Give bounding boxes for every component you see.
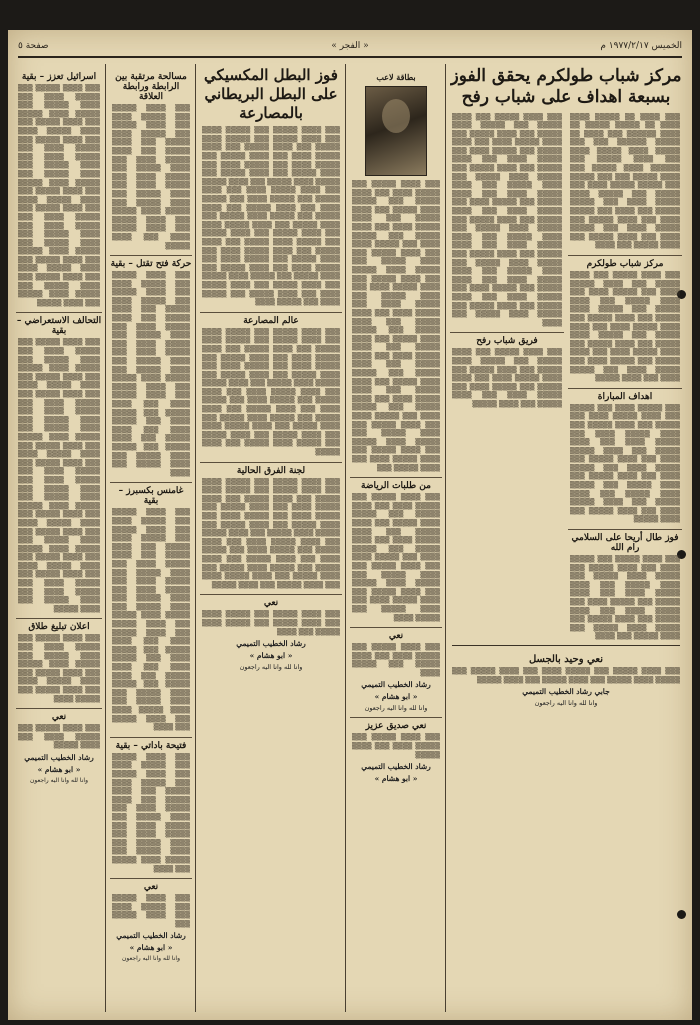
- page-number: صفحة ٥: [18, 41, 49, 51]
- issue-date: الخميس ١٩٧٧/٢/١٧ م: [600, 41, 682, 51]
- subhead-match-goals: اهداف المباراة: [568, 388, 682, 402]
- subhead-tulkarem-center: مركز شباب طولكرم: [568, 255, 682, 269]
- player-card-kicker: بطاقة لاعب: [376, 72, 416, 82]
- obituary-signature: رشاد الخطيب التميمي: [236, 639, 306, 649]
- obituary-closing: وانا لله وانا اليه راجعون: [239, 663, 303, 672]
- obituary-signature-alias: « ابو هشام »: [374, 774, 418, 784]
- body-text: ▒▒▒ ▒▒▒▒ ▒▒▒▒▒ ▒▒▒ ▒▒▒▒▒ ▒▒▒▒ ▒▒▒ ▒▒▒▒ ▒▒▒▒▒ ▒▒▒ ▒▒▒▒▒ ▒▒▒▒ ▒▒▒▒▒ ▒▒▒ ▒▒▒▒ ▒▒▒▒▒ ▒▒▒ ▒▒▒▒ ▒▒▒▒▒ ▒▒▒▒ ▒▒▒ ▒▒▒▒ ▒▒▒▒▒ ▒▒▒ ▒▒▒▒▒ ▒▒▒▒ ▒▒▒ ▒▒▒▒▒ ▒▒▒▒ ▒▒▒ ▒▒▒▒ ▒▒▒▒▒ ▒▒▒ ▒▒▒▒ ▒▒▒▒▒ ▒▒▒ ▒▒▒▒▒ ▒▒▒▒ ▒▒▒▒▒ ▒▒▒ ▒▒▒▒ ▒▒▒▒▒ ▒▒▒ ▒▒▒▒: [570, 555, 680, 641]
- body-text: ▒▒▒ ▒▒▒▒ ▒▒▒▒▒ ▒▒▒ ▒▒▒▒▒ ▒▒▒▒ ▒▒▒ ▒▒▒▒ ▒▒▒▒▒ ▒▒▒ ▒▒▒▒▒ ▒▒▒▒ ▒▒▒▒▒ ▒▒▒ ▒▒▒▒ ▒▒▒▒▒ ▒▒▒ ▒▒▒▒ ▒▒▒▒▒: [452, 666, 680, 684]
- obituary-title: نعي وحيد بالجسل: [528, 653, 603, 665]
- subhead-alliance: التحالف الاستعراضي – بقية: [16, 312, 102, 336]
- body-text: ▒▒▒ ▒▒▒▒ ▒▒▒▒▒ ▒▒▒ ▒▒▒▒▒ ▒▒▒▒ ▒▒▒ ▒▒▒▒ ▒▒▒▒▒ ▒▒▒ ▒▒▒▒▒ ▒▒▒▒ ▒▒▒▒▒ ▒▒▒ ▒▒▒▒ ▒▒▒▒▒ ▒▒▒ ▒▒▒▒ ▒▒▒▒▒ ▒▒▒▒ ▒▒▒ ▒▒▒▒ ▒▒▒▒▒ ▒▒▒ ▒▒▒▒▒ ▒▒▒▒ ▒▒▒ ▒▒▒▒▒ ▒▒▒▒ ▒▒▒ ▒▒▒▒ ▒▒▒▒▒ ▒▒▒ ▒▒▒▒ ▒▒▒▒▒ ▒▒▒ ▒▒▒▒▒ ▒▒▒▒ ▒▒▒▒▒ ▒▒▒ ▒▒▒▒ ▒▒▒▒▒ ▒▒▒ ▒▒▒▒ ▒▒▒▒▒ ▒▒▒▒ ▒▒▒ ▒▒▒▒ ▒▒▒▒▒ ▒▒▒ ▒▒▒▒▒ ▒▒▒▒ ▒▒▒ ▒▒▒▒▒ ▒▒▒▒ ▒▒▒ ▒▒▒▒ ▒▒▒▒▒ ▒▒▒ ▒▒▒▒ ▒▒▒▒▒ ▒▒▒ ▒▒▒▒▒ ▒▒▒▒ ▒▒▒▒▒ ▒▒▒ ▒▒▒▒ ▒▒▒▒▒ ▒▒▒ ▒▒▒▒ ▒▒▒▒▒ ▒▒▒▒ ▒▒▒ ▒▒▒▒ ▒▒▒▒▒ ▒▒▒ ▒▒▒▒ ▒▒▒▒▒ ▒▒▒ ▒▒▒▒▒ ▒▒▒▒ ▒▒▒▒▒ ▒▒▒ ▒▒▒▒ ▒▒▒▒▒: [202, 327, 340, 457]
- obituary-title: نعي: [110, 878, 192, 892]
- body-text: ▒▒▒ ▒▒▒▒ ▒▒ ▒▒▒▒▒ ▒▒▒▒ ▒▒▒▒ ▒▒ ▒▒▒▒▒ ▒▒▒▒▒ ▒▒ ▒▒▒▒ ▒▒▒▒▒▒ ▒▒▒ ▒▒▒▒ ▒▒ ▒▒▒▒▒ ▒▒▒▒▒▒ ▒▒▒ ▒▒▒ ▒▒▒▒▒ ▒▒▒▒ ▒▒▒▒▒ ▒▒▒▒ ▒▒▒ ▒▒▒▒ ▒▒▒▒▒ ▒▒▒ ▒▒▒▒▒▒ ▒▒▒▒ ▒▒▒▒▒ ▒▒▒ ▒▒▒▒ ▒▒▒▒▒ ▒▒▒ ▒▒▒ ▒▒▒▒▒ ▒▒▒ ▒▒▒▒▒ ▒▒▒▒▒ ▒▒▒▒ ▒▒▒ ▒▒▒▒▒ ▒▒▒ ▒▒▒▒▒ ▒▒▒▒ ▒▒▒▒▒ ▒▒▒▒ ▒▒▒ ▒▒▒▒▒ ▒▒▒▒▒ ▒▒▒ ▒▒▒▒ ▒▒▒ ▒▒▒▒▒ ▒▒▒▒ ▒▒▒ ▒▒▒▒ ▒▒▒▒▒ ▒▒▒ ▒▒▒▒▒ ▒▒▒▒ ▒▒▒ ▒▒▒▒▒ ▒▒▒▒ ▒▒▒ ▒▒▒▒ ▒▒▒▒▒ ▒▒▒ ▒▒▒▒ ▒▒▒▒▒ ▒▒▒ ▒▒▒▒: [570, 112, 680, 250]
- subhead-wrestling-world: عالم المصارعة: [200, 312, 342, 326]
- obituary-closing: وانا لله وانا اليه راجعون: [30, 776, 88, 784]
- body-text: ▒▒▒ ▒▒▒▒ ▒▒▒▒▒ ▒▒▒ ▒▒▒▒▒ ▒▒▒▒ ▒▒▒ ▒▒▒▒ ▒▒▒▒▒ ▒▒▒ ▒▒▒▒▒ ▒▒▒▒ ▒▒▒▒▒ ▒▒▒ ▒▒▒▒ ▒▒▒▒▒ ▒▒▒ ▒▒▒▒ ▒▒▒▒▒ ▒▒▒▒ ▒▒▒ ▒▒▒▒ ▒▒▒▒▒ ▒▒▒ ▒▒▒▒▒ ▒▒▒▒ ▒▒▒ ▒▒▒▒▒ ▒▒▒▒ ▒▒▒ ▒▒▒▒ ▒▒▒▒▒ ▒▒▒ ▒▒▒▒ ▒▒▒▒▒ ▒▒▒ ▒▒▒▒▒ ▒▒▒▒ ▒▒▒▒▒ ▒▒▒ ▒▒▒▒ ▒▒▒▒▒ ▒▒▒ ▒▒▒▒ ▒▒▒▒▒ ▒▒▒▒ ▒▒▒ ▒▒▒▒ ▒▒▒▒▒ ▒▒▒ ▒▒▒▒▒ ▒▒▒▒: [352, 493, 440, 622]
- body-text: ▒▒▒ ▒▒▒▒ ▒▒▒▒▒ ▒▒▒ ▒▒▒▒▒ ▒▒▒▒ ▒▒▒ ▒▒▒▒ ▒▒▒▒▒ ▒▒▒ ▒▒▒▒▒ ▒▒▒▒ ▒▒▒▒▒ ▒▒▒ ▒▒▒▒ ▒▒▒▒▒ ▒▒▒ ▒▒▒▒ ▒▒▒▒▒ ▒▒▒▒ ▒▒▒ ▒▒▒▒ ▒▒▒▒▒ ▒▒▒ ▒▒▒▒▒ ▒▒▒▒ ▒▒▒ ▒▒▒▒▒ ▒▒▒▒ ▒▒▒ ▒▒▒▒ ▒▒▒▒▒ ▒▒▒ ▒▒▒▒ ▒▒▒▒▒ ▒▒▒ ▒▒▒▒▒ ▒▒▒▒ ▒▒▒▒▒ ▒▒▒ ▒▒▒▒ ▒▒▒▒▒ ▒▒▒ ▒▒▒▒ ▒▒▒▒▒ ▒▒▒▒ ▒▒▒ ▒▒▒▒ ▒▒▒▒▒ ▒▒▒ ▒▒▒▒▒ ▒▒▒▒ ▒▒▒ ▒▒▒▒▒ ▒▒▒▒ ▒▒▒ ▒▒▒▒ ▒▒▒▒▒ ▒▒▒ ▒▒▒▒ ▒▒▒▒▒ ▒▒▒ ▒▒▒▒▒ ▒▒▒▒ ▒▒▒▒▒ ▒▒▒ ▒▒▒▒ ▒▒▒▒▒ ▒▒▒ ▒▒▒▒ ▒▒▒▒▒ ▒▒▒▒ ▒▒▒ ▒▒▒▒ ▒▒▒▒▒ ▒▒▒ ▒▒▒▒ ▒▒▒▒▒ ▒▒▒ ▒▒▒▒▒ ▒▒▒▒ ▒▒▒▒▒ ▒▒▒ ▒▒▒▒ ▒▒▒▒▒ ▒▒▒ ▒▒▒▒ ▒▒▒▒▒ ▒▒▒▒ ▒▒▒ ▒▒▒▒ ▒▒▒▒▒ ▒▒▒ ▒▒▒▒▒ ▒▒▒▒ ▒▒▒ ▒▒▒▒▒ ▒▒▒▒ ▒▒▒ ▒▒▒▒ ▒▒▒▒▒ ▒▒▒ ▒▒▒▒ ▒▒▒▒▒ ▒▒▒ ▒▒▒▒▒ ▒▒▒▒ ▒▒▒▒▒ ▒▒▒ ▒▒▒▒ ▒▒▒▒▒ ▒▒▒ ▒▒▒▒ ▒▒▒▒▒ ▒▒▒▒ ▒▒▒ ▒▒▒▒ ▒▒▒▒▒ ▒▒▒: [352, 180, 440, 472]
- obituary-signature-alias: « ابو هشام »: [249, 651, 293, 661]
- body-text: ▒▒▒ ▒▒▒▒ ▒▒▒▒▒ ▒▒▒ ▒▒▒▒▒ ▒▒▒▒ ▒▒▒ ▒▒▒▒ ▒▒▒▒▒ ▒▒▒ ▒▒▒▒▒ ▒▒▒▒ ▒▒▒▒▒ ▒▒▒ ▒▒▒▒ ▒▒▒▒▒ ▒▒▒ ▒▒▒▒ ▒▒▒▒▒ ▒▒▒▒ ▒▒▒ ▒▒▒▒ ▒▒▒▒▒ ▒▒▒ ▒▒▒▒▒ ▒▒▒▒: [18, 634, 100, 703]
- headline-tulkarem: مركز شباب طولكرم يحقق الفوز بسبعة اهداف على شباب رفح: [450, 66, 682, 108]
- column-israel: [16, 64, 102, 1012]
- body-text: ▒▒▒ ▒▒▒▒ ▒▒▒▒▒ ▒▒▒ ▒▒▒▒▒ ▒▒▒▒ ▒▒▒ ▒▒▒▒ ▒▒▒▒▒ ▒▒▒ ▒▒▒▒▒ ▒▒▒▒ ▒▒▒▒▒ ▒▒▒ ▒▒▒▒: [202, 610, 340, 636]
- newspaper-page: [8, 30, 692, 1020]
- body-text: ▒▒▒ ▒▒▒▒ ▒▒▒▒▒ ▒▒▒ ▒▒▒▒▒ ▒▒▒▒ ▒▒▒ ▒▒▒▒ ▒▒▒▒▒: [352, 733, 440, 759]
- player-photo: [365, 86, 427, 176]
- body-text: ▒▒▒ ▒▒▒▒ ▒▒▒▒▒ ▒▒▒ ▒▒▒▒▒ ▒▒▒▒ ▒▒▒ ▒▒▒▒ ▒▒▒▒▒ ▒▒▒ ▒▒▒▒▒ ▒▒▒▒ ▒▒▒▒▒ ▒▒▒ ▒▒▒▒ ▒▒▒▒▒ ▒▒▒ ▒▒▒▒ ▒▒▒▒▒ ▒▒▒▒ ▒▒▒ ▒▒▒▒ ▒▒▒▒▒ ▒▒▒ ▒▒▒▒▒ ▒▒▒▒ ▒▒▒ ▒▒▒▒▒ ▒▒▒▒ ▒▒▒ ▒▒▒▒ ▒▒▒▒▒ ▒▒▒ ▒▒▒▒ ▒▒▒▒▒ ▒▒▒ ▒▒▒▒▒ ▒▒▒▒ ▒▒▒▒▒ ▒▒▒ ▒▒▒▒: [112, 752, 190, 873]
- obituary-signature-alias: « ابو هشام »: [374, 692, 418, 702]
- page-header: [18, 38, 682, 58]
- obituary-signature-alias: « ابو هشام »: [129, 943, 173, 953]
- body-text: ▒▒▒ ▒▒▒▒ ▒▒▒▒▒ ▒▒▒ ▒▒▒▒▒ ▒▒▒▒ ▒▒▒ ▒▒▒▒ ▒▒▒▒▒ ▒▒▒ ▒▒▒▒▒ ▒▒▒▒ ▒▒▒▒▒ ▒▒▒ ▒▒▒▒ ▒▒▒▒▒ ▒▒▒ ▒▒▒▒ ▒▒▒▒▒ ▒▒▒▒ ▒▒▒ ▒▒▒▒ ▒▒▒▒▒ ▒▒▒ ▒▒▒▒▒ ▒▒▒▒ ▒▒▒ ▒▒▒▒▒ ▒▒▒▒ ▒▒▒ ▒▒▒▒ ▒▒▒▒▒ ▒▒▒ ▒▒▒▒ ▒▒▒▒▒ ▒▒▒ ▒▒▒▒▒ ▒▒▒▒ ▒▒▒▒▒ ▒▒▒ ▒▒▒▒ ▒▒▒▒▒ ▒▒▒ ▒▒▒▒ ▒▒▒▒▒ ▒▒▒▒ ▒▒▒ ▒▒▒▒ ▒▒▒▒▒ ▒▒▒ ▒▒▒▒▒ ▒▒▒▒ ▒▒▒ ▒▒▒▒▒ ▒▒▒▒ ▒▒▒ ▒▒▒▒ ▒▒▒▒▒ ▒▒▒ ▒▒▒▒ ▒▒▒▒▒ ▒▒▒ ▒▒▒▒▒ ▒▒▒▒ ▒▒▒▒▒ ▒▒▒ ▒▒▒▒ ▒▒▒▒▒ ▒▒▒ ▒▒▒▒: [112, 271, 190, 477]
- obituary-title: نعي صديق عزيز: [350, 717, 442, 731]
- obituary-signature: رشاد الخطيب التميمي: [361, 680, 431, 690]
- subhead-sports-requests: من طلبات الرياضة: [350, 477, 442, 491]
- obituary-signature: جابي رشاد الخطيب التميمي: [522, 687, 610, 697]
- column-wrestling: [200, 64, 342, 1012]
- body-text: ▒▒▒ ▒▒▒▒ ▒▒▒▒▒ ▒▒▒ ▒▒▒▒ ▒▒▒▒▒ ▒▒▒ ▒▒▒▒▒ ▒▒▒▒ ▒▒▒▒▒ ▒▒▒ ▒▒▒▒ ▒▒▒▒▒ ▒▒▒ ▒▒▒▒ ▒▒▒▒▒ ▒▒▒▒ ▒▒▒ ▒▒▒▒ ▒▒▒▒▒ ▒▒▒ ▒▒▒▒▒ ▒▒▒▒ ▒▒▒ ▒▒▒▒▒ ▒▒▒▒ ▒▒▒ ▒▒▒▒ ▒▒▒▒▒ ▒▒▒ ▒▒▒▒ ▒▒▒▒▒ ▒▒▒ ▒▒▒▒▒ ▒▒▒▒ ▒▒▒▒▒ ▒▒▒ ▒▒▒▒ ▒▒▒▒▒ ▒▒▒ ▒▒▒▒ ▒▒▒▒▒ ▒▒▒▒ ▒▒▒ ▒▒▒▒ ▒▒▒▒▒ ▒▒▒ ▒▒▒▒▒ ▒▒▒▒ ▒▒▒ ▒▒▒▒▒ ▒▒▒▒ ▒▒▒ ▒▒▒▒ ▒▒▒▒▒ ▒▒▒ ▒▒▒▒ ▒▒▒▒▒ ▒▒▒ ▒▒▒▒▒ ▒▒▒▒ ▒▒▒▒▒ ▒▒▒ ▒▒▒▒ ▒▒▒▒▒ ▒▒▒ ▒▒▒▒ ▒▒▒▒▒ ▒▒▒▒ ▒▒▒ ▒▒▒▒ ▒▒▒▒▒ ▒▒▒ ▒▒▒▒ ▒▒▒▒▒ ▒▒▒ ▒▒▒▒▒ ▒▒▒▒ ▒▒▒▒▒ ▒▒▒ ▒▒▒▒ ▒▒▒▒▒ ▒▒▒ ▒▒▒▒ ▒▒▒▒▒ ▒▒▒▒ ▒▒▒ ▒▒▒▒ ▒▒▒▒▒ ▒▒▒ ▒▒▒▒▒ ▒▒▒▒ ▒▒▒ ▒▒▒▒▒ ▒▒▒▒ ▒▒▒ ▒▒▒▒ ▒▒▒▒▒ ▒▒▒ ▒▒▒▒ ▒▒▒▒▒ ▒▒▒ ▒▒▒▒▒ ▒▒▒▒ ▒▒▒▒▒ ▒▒▒ ▒▒▒▒: [452, 112, 562, 327]
- body-text: ▒▒▒ ▒▒▒▒ ▒▒▒▒▒ ▒▒▒ ▒▒▒▒▒ ▒▒▒▒ ▒▒▒ ▒▒▒▒ ▒▒▒▒▒ ▒▒▒ ▒▒▒▒▒ ▒▒▒▒ ▒▒▒▒▒ ▒▒▒ ▒▒▒▒ ▒▒▒▒▒ ▒▒▒ ▒▒▒▒ ▒▒▒▒▒ ▒▒▒▒ ▒▒▒ ▒▒▒▒ ▒▒▒▒▒ ▒▒▒ ▒▒▒▒▒ ▒▒▒▒ ▒▒▒ ▒▒▒▒▒ ▒▒▒▒ ▒▒▒ ▒▒▒▒ ▒▒▒▒▒ ▒▒▒ ▒▒▒▒ ▒▒▒▒▒ ▒▒▒ ▒▒▒▒▒ ▒▒▒▒ ▒▒▒▒▒ ▒▒▒ ▒▒▒▒ ▒▒▒▒▒ ▒▒▒ ▒▒▒▒ ▒▒▒▒▒ ▒▒▒▒ ▒▒▒ ▒▒▒▒ ▒▒▒▒▒ ▒▒▒ ▒▒▒▒▒ ▒▒▒▒ ▒▒▒ ▒▒▒▒▒ ▒▒▒▒ ▒▒▒ ▒▒▒▒ ▒▒▒▒▒ ▒▒▒ ▒▒▒▒ ▒▒▒▒▒ ▒▒▒ ▒▒▒▒▒ ▒▒▒▒ ▒▒▒▒▒ ▒▒▒ ▒▒▒▒ ▒▒▒▒▒ ▒▒▒ ▒▒▒▒ ▒▒▒▒▒ ▒▒▒▒ ▒▒▒ ▒▒▒▒ ▒▒▒▒▒ ▒▒▒ ▒▒▒▒ ▒▒▒▒▒ ▒▒▒ ▒▒▒▒▒ ▒▒▒▒ ▒▒▒▒▒ ▒▒▒ ▒▒▒▒ ▒▒▒▒▒ ▒▒▒ ▒▒▒▒ ▒▒▒▒▒ ▒▒▒▒ ▒▒▒ ▒▒▒▒ ▒▒▒▒▒ ▒▒▒ ▒▒▒▒▒ ▒▒▒▒ ▒▒▒ ▒▒▒▒▒ ▒▒▒▒ ▒▒▒ ▒▒▒▒ ▒▒▒▒▒ ▒▒▒ ▒▒▒▒ ▒▒▒▒▒ ▒▒▒ ▒▒▒▒▒ ▒▒▒▒ ▒▒▒▒▒ ▒▒▒ ▒▒▒▒ ▒▒▒▒▒ ▒▒▒ ▒▒▒▒ ▒▒▒▒▒ ▒▒▒▒ ▒▒▒ ▒▒▒▒ ▒▒▒▒▒ ▒▒▒ ▒▒▒▒▒ ▒▒▒▒ ▒▒▒ ▒▒▒▒▒ ▒▒▒▒: [202, 126, 340, 307]
- headline-israel: اسرائيل تعزز – بقية: [21, 72, 97, 82]
- obituary-title: نعي: [350, 627, 442, 641]
- obituary-closing: وانا لله وانا اليه راجعون: [534, 699, 598, 708]
- obituary-title: نعي: [200, 594, 342, 608]
- body-text: ▒▒▒ ▒▒▒▒ ▒▒▒▒▒ ▒▒▒ ▒▒▒▒▒ ▒▒▒▒ ▒▒▒ ▒▒▒▒ ▒▒▒▒▒ ▒▒▒ ▒▒▒▒▒ ▒▒▒▒ ▒▒▒▒▒ ▒▒▒ ▒▒▒▒ ▒▒▒▒▒ ▒▒▒ ▒▒▒▒ ▒▒▒▒▒ ▒▒▒▒ ▒▒▒ ▒▒▒▒ ▒▒▒▒▒ ▒▒▒ ▒▒▒▒▒ ▒▒▒▒ ▒▒▒ ▒▒▒▒▒ ▒▒▒▒ ▒▒▒ ▒▒▒▒ ▒▒▒▒▒ ▒▒▒ ▒▒▒▒ ▒▒▒▒▒ ▒▒▒ ▒▒▒▒▒ ▒▒▒▒ ▒▒▒▒▒ ▒▒▒ ▒▒▒▒ ▒▒▒▒▒ ▒▒▒ ▒▒▒▒ ▒▒▒▒▒ ▒▒▒▒ ▒▒▒ ▒▒▒▒ ▒▒▒▒▒ ▒▒▒ ▒▒▒▒▒ ▒▒▒▒ ▒▒▒ ▒▒▒▒▒ ▒▒▒▒ ▒▒▒ ▒▒▒▒ ▒▒▒▒▒ ▒▒▒ ▒▒▒▒ ▒▒▒▒▒ ▒▒▒ ▒▒▒▒▒ ▒▒▒▒ ▒▒▒▒▒ ▒▒▒ ▒▒▒▒ ▒▒▒▒▒ ▒▒▒ ▒▒▒▒ ▒▒▒▒▒ ▒▒▒▒ ▒▒▒ ▒▒▒▒ ▒▒▒▒▒ ▒▒▒ ▒▒▒▒ ▒▒▒▒▒ ▒▒▒ ▒▒▒▒▒ ▒▒▒▒ ▒▒▒▒▒ ▒▒▒ ▒▒▒▒ ▒▒▒▒▒: [18, 84, 100, 307]
- subhead-fatiha: فتيحة باداتي – بقية: [110, 737, 192, 751]
- obituary-signature: رشاد الخطيب التميمي: [361, 762, 431, 772]
- headline-reconciliation: مسالحة مرتقبة بين الرابطة ورابطة العلاقة: [115, 72, 187, 102]
- subhead-ganis: غامنس بكسبرز – بقية: [110, 482, 192, 506]
- column-reconciliation: [110, 64, 192, 1012]
- subhead-jericho: فوز طال أريحا على السلامي رام الله: [568, 529, 682, 553]
- body-text: ▒▒▒ ▒▒▒▒ ▒▒▒▒▒ ▒▒▒ ▒▒▒▒▒ ▒▒▒▒ ▒▒▒ ▒▒▒▒ ▒▒▒▒▒ ▒▒▒ ▒▒▒▒▒ ▒▒▒▒ ▒▒▒▒▒ ▒▒▒ ▒▒▒▒ ▒▒▒▒▒ ▒▒▒ ▒▒▒▒ ▒▒▒▒▒ ▒▒▒▒ ▒▒▒ ▒▒▒▒ ▒▒▒▒▒ ▒▒▒ ▒▒▒▒▒ ▒▒▒▒ ▒▒▒ ▒▒▒▒▒ ▒▒▒▒ ▒▒▒ ▒▒▒▒ ▒▒▒▒▒ ▒▒▒ ▒▒▒▒ ▒▒▒▒▒ ▒▒▒ ▒▒▒▒▒ ▒▒▒▒ ▒▒▒▒▒ ▒▒▒ ▒▒▒▒ ▒▒▒▒▒ ▒▒▒ ▒▒▒▒ ▒▒▒▒▒ ▒▒▒▒ ▒▒▒ ▒▒▒▒ ▒▒▒▒▒ ▒▒▒ ▒▒▒▒▒ ▒▒▒▒ ▒▒▒ ▒▒▒▒▒ ▒▒▒▒ ▒▒▒ ▒▒▒▒ ▒▒▒▒▒ ▒▒▒ ▒▒▒▒ ▒▒▒▒▒ ▒▒▒ ▒▒▒▒▒ ▒▒▒▒ ▒▒▒▒▒ ▒▒▒ ▒▒▒▒ ▒▒▒▒▒ ▒▒▒ ▒▒▒▒ ▒▒▒▒▒ ▒▒▒▒ ▒▒▒ ▒▒▒▒ ▒▒▒▒▒ ▒▒▒ ▒▒▒▒: [112, 508, 190, 732]
- body-text: ▒▒▒ ▒▒▒▒ ▒▒▒▒▒ ▒▒▒ ▒▒▒▒▒ ▒▒▒▒ ▒▒▒ ▒▒▒▒ ▒▒▒▒▒ ▒▒▒ ▒▒▒▒▒ ▒▒▒▒: [352, 643, 440, 677]
- body-text: ▒▒▒ ▒▒▒▒ ▒▒▒▒▒ ▒▒▒ ▒▒▒▒ ▒▒▒▒▒ ▒▒▒ ▒▒▒▒▒ ▒▒▒▒ ▒▒▒▒▒ ▒▒▒ ▒▒▒▒ ▒▒▒▒▒ ▒▒▒ ▒▒▒▒ ▒▒▒▒▒ ▒▒▒▒ ▒▒▒ ▒▒▒▒ ▒▒▒▒▒ ▒▒▒ ▒▒▒▒▒ ▒▒▒▒ ▒▒▒ ▒▒▒▒▒ ▒▒▒▒ ▒▒▒ ▒▒▒▒ ▒▒▒▒▒ ▒▒▒ ▒▒▒▒ ▒▒▒▒▒: [452, 348, 562, 408]
- obituary-signature: رشاد الخطيب التميمي: [116, 931, 186, 941]
- body-text: ▒▒▒ ▒▒▒▒ ▒▒▒▒▒ ▒▒▒ ▒▒▒▒▒ ▒▒▒▒ ▒▒▒ ▒▒▒▒ ▒▒▒▒▒ ▒▒▒ ▒▒▒▒▒ ▒▒▒▒ ▒▒▒▒▒ ▒▒▒ ▒▒▒▒ ▒▒▒▒▒ ▒▒▒ ▒▒▒▒ ▒▒▒▒▒ ▒▒▒▒ ▒▒▒ ▒▒▒▒ ▒▒▒▒▒ ▒▒▒ ▒▒▒▒▒ ▒▒▒▒ ▒▒▒ ▒▒▒▒▒ ▒▒▒▒ ▒▒▒ ▒▒▒▒ ▒▒▒▒▒ ▒▒▒ ▒▒▒▒ ▒▒▒▒▒ ▒▒▒ ▒▒▒▒▒ ▒▒▒▒ ▒▒▒▒▒ ▒▒▒ ▒▒▒▒ ▒▒▒▒▒ ▒▒▒ ▒▒▒▒ ▒▒▒▒▒ ▒▒▒▒ ▒▒▒ ▒▒▒▒ ▒▒▒▒▒ ▒▒▒ ▒▒▒▒▒ ▒▒▒▒ ▒▒▒ ▒▒▒▒▒ ▒▒▒▒ ▒▒▒ ▒▒▒▒ ▒▒▒▒▒ ▒▒▒ ▒▒▒▒ ▒▒▒▒▒ ▒▒▒ ▒▒▒▒▒ ▒▒▒▒ ▒▒▒▒▒ ▒▒▒ ▒▒▒▒ ▒▒▒▒▒ ▒▒▒ ▒▒▒▒ ▒▒▒▒▒ ▒▒▒▒ ▒▒▒ ▒▒▒▒ ▒▒▒▒▒ ▒▒▒ ▒▒▒▒ ▒▒▒▒▒ ▒▒▒ ▒▒▒▒▒ ▒▒▒▒ ▒▒▒▒▒ ▒▒▒ ▒▒▒▒ ▒▒▒▒▒ ▒▒▒ ▒▒▒▒ ▒▒▒▒▒ ▒▒▒▒ ▒▒▒ ▒▒▒▒ ▒▒▒▒▒ ▒▒▒ ▒▒▒▒▒ ▒▒▒▒ ▒▒▒ ▒▒▒▒▒ ▒▒▒▒ ▒▒▒ ▒▒▒▒ ▒▒▒▒▒ ▒▒▒ ▒▒▒▒ ▒▒▒▒▒: [18, 338, 100, 613]
- subhead-current-teams: لجنة الفرق الحالية: [200, 462, 342, 476]
- obituary-closing: وانا لله وانا اليه راجعون: [122, 955, 180, 963]
- body-text: ▒▒▒ ▒▒▒▒▒ ▒▒▒▒ ▒▒▒ ▒▒▒▒▒ ▒▒▒ ▒▒▒▒ ▒▒▒▒▒ ▒▒▒▒ ▒▒▒ ▒▒▒▒▒ ▒▒▒ ▒▒▒▒ ▒▒▒▒▒ ▒▒▒ ▒▒▒▒ ▒▒▒▒▒ ▒▒▒▒ ▒▒▒ ▒▒▒▒▒ ▒▒▒▒ ▒▒▒ ▒▒▒▒ ▒▒▒▒▒ ▒▒▒ ▒▒▒▒ ▒▒▒▒▒ ▒▒▒▒ ▒▒▒ ▒▒▒▒ ▒▒▒▒▒ ▒▒▒ ▒▒▒▒▒ ▒▒▒▒ ▒▒▒ ▒▒▒▒▒ ▒▒▒▒ ▒▒▒ ▒▒▒▒ ▒▒▒▒▒ ▒▒▒ ▒▒▒▒ ▒▒▒▒▒ ▒▒▒ ▒▒▒▒▒ ▒▒▒▒ ▒▒▒▒▒ ▒▒▒ ▒▒▒▒ ▒▒▒▒▒ ▒▒▒ ▒▒▒▒ ▒▒▒▒▒ ▒▒▒▒ ▒▒▒ ▒▒▒▒ ▒▒▒▒▒ ▒▒▒ ▒▒▒▒ ▒▒▒▒▒: [570, 403, 680, 524]
- column-player-card: [350, 64, 442, 1012]
- subhead-rafah-team: فريق شباب رفح: [450, 332, 564, 346]
- body-text: ▒▒▒ ▒▒▒▒ ▒▒▒▒▒ ▒▒▒ ▒▒▒▒▒ ▒▒▒▒ ▒▒▒ ▒▒▒▒ ▒▒▒▒▒ ▒▒▒ ▒▒▒▒▒ ▒▒▒▒ ▒▒▒▒▒ ▒▒▒ ▒▒▒▒ ▒▒▒▒▒ ▒▒▒ ▒▒▒▒ ▒▒▒▒▒ ▒▒▒▒ ▒▒▒ ▒▒▒▒ ▒▒▒▒▒ ▒▒▒ ▒▒▒▒▒ ▒▒▒▒ ▒▒▒ ▒▒▒▒▒ ▒▒▒▒ ▒▒▒ ▒▒▒▒ ▒▒▒▒▒ ▒▒▒ ▒▒▒▒ ▒▒▒▒▒ ▒▒▒ ▒▒▒▒▒ ▒▒▒▒ ▒▒▒▒▒ ▒▒▒ ▒▒▒▒ ▒▒▒▒▒ ▒▒▒ ▒▒▒▒ ▒▒▒▒▒ ▒▒▒▒ ▒▒▒ ▒▒▒▒ ▒▒▒▒▒ ▒▒▒ ▒▒▒▒▒ ▒▒▒▒ ▒▒▒ ▒▒▒▒▒ ▒▒▒▒ ▒▒▒ ▒▒▒▒ ▒▒▒▒▒ ▒▒▒ ▒▒▒▒ ▒▒▒▒▒ ▒▒▒ ▒▒▒▒▒ ▒▒▒▒ ▒▒▒▒▒ ▒▒▒ ▒▒▒▒ ▒▒▒▒▒ ▒▒▒ ▒▒▒▒ ▒▒▒▒▒ ▒▒▒▒ ▒▒▒ ▒▒▒▒ ▒▒▒▒▒ ▒▒▒ ▒▒▒▒ ▒▒▒▒▒: [202, 477, 340, 589]
- body-text: ▒▒▒ ▒▒▒▒ ▒▒▒▒▒ ▒▒▒ ▒▒▒▒ ▒▒▒▒▒ ▒▒▒ ▒▒▒▒ ▒▒▒▒▒ ▒▒▒▒ ▒▒▒ ▒▒▒▒▒ ▒▒▒▒ ▒▒▒ ▒▒▒▒ ▒▒▒▒▒ ▒▒▒ ▒▒▒▒ ▒▒▒▒▒ ▒▒▒ ▒▒▒▒▒ ▒▒▒▒ ▒▒▒▒▒ ▒▒▒ ▒▒▒▒ ▒▒▒▒▒ ▒▒▒ ▒▒▒▒ ▒▒▒▒▒ ▒▒▒▒ ▒▒▒ ▒▒▒▒ ▒▒▒▒▒ ▒▒▒ ▒▒▒▒▒ ▒▒▒▒ ▒▒▒▒▒ ▒▒▒ ▒▒▒▒ ▒▒▒▒▒ ▒▒▒ ▒▒▒▒ ▒▒▒▒▒ ▒▒▒▒ ▒▒▒ ▒▒▒▒ ▒▒▒▒▒ ▒▒▒ ▒▒▒▒▒ ▒▒▒▒ ▒▒▒ ▒▒▒▒▒ ▒▒▒▒ ▒▒▒ ▒▒▒▒▒ ▒▒▒▒ ▒▒▒ ▒▒▒▒ ▒▒▒▒▒: [570, 271, 680, 383]
- newspaper-name: « الفجر »: [331, 41, 369, 51]
- obituary-signature: رشاد الخطيب التميمي: [24, 752, 94, 762]
- column-sports-lead: [450, 64, 682, 1012]
- headline-wrestling: فوز البطل المكسيكي على البطل البريطاني بالمصارعة: [204, 66, 338, 122]
- body-text: ▒▒▒ ▒▒▒▒ ▒▒▒▒▒ ▒▒▒ ▒▒▒▒▒ ▒▒▒▒ ▒▒▒ ▒▒▒▒ ▒▒▒▒▒ ▒▒▒: [112, 894, 190, 928]
- obituary-signature-alias: « ابو هشام »: [37, 764, 81, 774]
- obituary-closing: وانا لله وانا اليه راجعون: [364, 704, 428, 713]
- body-text: ▒▒▒ ▒▒▒▒ ▒▒▒▒▒ ▒▒▒ ▒▒▒▒▒ ▒▒▒▒ ▒▒▒ ▒▒▒▒ ▒▒▒▒▒ ▒▒▒ ▒▒▒▒▒ ▒▒▒▒ ▒▒▒▒▒ ▒▒▒ ▒▒▒▒ ▒▒▒▒▒ ▒▒▒ ▒▒▒▒ ▒▒▒▒▒ ▒▒▒▒ ▒▒▒ ▒▒▒▒ ▒▒▒▒▒ ▒▒▒ ▒▒▒▒▒ ▒▒▒▒ ▒▒▒ ▒▒▒▒▒ ▒▒▒▒ ▒▒▒ ▒▒▒▒ ▒▒▒▒▒ ▒▒▒ ▒▒▒▒ ▒▒▒▒▒ ▒▒▒ ▒▒▒▒▒ ▒▒▒▒ ▒▒▒▒▒ ▒▒▒ ▒▒▒▒ ▒▒▒▒▒ ▒▒▒ ▒▒▒▒ ▒▒▒▒▒ ▒▒▒▒ ▒▒▒ ▒▒▒▒ ▒▒▒▒▒: [112, 104, 190, 250]
- subhead-fatah: حركة فتح تقتل – بقية: [110, 255, 192, 269]
- subhead-divorce-notice: اعلان تبليغ طلاق: [16, 618, 102, 632]
- body-text: ▒▒▒ ▒▒▒▒ ▒▒▒▒▒ ▒▒▒ ▒▒▒▒▒ ▒▒▒▒ ▒▒▒ ▒▒▒▒ ▒▒▒▒▒: [18, 724, 100, 750]
- obituary-title: نعي: [16, 708, 102, 722]
